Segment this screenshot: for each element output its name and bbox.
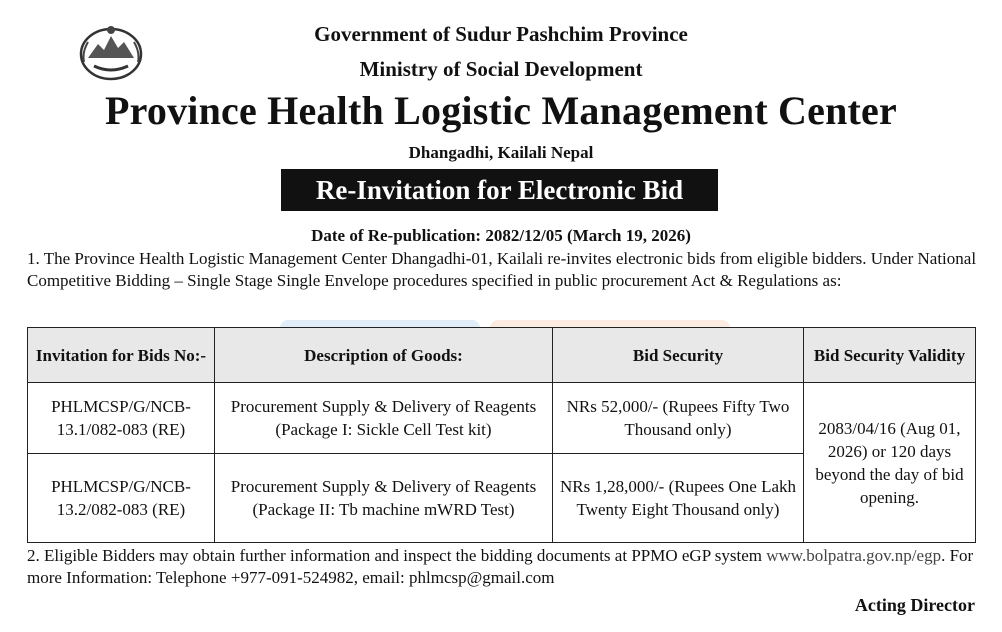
ministry-name: Ministry of Social Development: [359, 57, 643, 81]
bid-no-cell: PHLMCSP/G/NCB-13.1/082-083 (RE): [28, 383, 215, 454]
invitation-paragraph: 1. The Province Health Logistic Management Center Dhangadhi-01, Kailali re-invites electronic bids from eligible bidders. Under National Competitive Bidding – Single Stage Single Envelope procedures specified in public procurement Act & Regulations as:: [27, 249, 977, 290]
government-name: Government of Sudur Pashchim Province: [314, 22, 688, 46]
contact-info: . For more Information: Telephone +977-091-524982, email: phlmcsp@gmail.com: [27, 546, 974, 587]
notice-title-banner: Re-Invitation for Electronic Bid: [281, 169, 718, 211]
center-address: Dhangadhi, Kailali Nepal: [408, 143, 594, 162]
bolpatra-link[interactable]: www.bolpatra.gov.np/egp: [766, 546, 942, 565]
validity-cell: 2083/04/16 (Aug 01, 2026) or 120 days beyond the day of bid opening.: [804, 383, 976, 543]
header-bid-no: Invitation for Bids No:-: [28, 328, 215, 383]
bid-no-cell: PHLMCSP/G/NCB-13.2/082-083 (RE): [28, 454, 215, 543]
center-name: Province Health Logistic Management Center: [105, 88, 897, 133]
header-bid-security: Bid Security: [553, 328, 804, 383]
header-validity: Bid Security Validity: [804, 328, 976, 383]
description-cell: Procurement Supply & Delivery of Reagents (Package I: Sickle Cell Test kit): [215, 383, 553, 454]
republication-date: Date of Re-publication: 2082/12/05 (March 19, 2026): [311, 226, 691, 245]
bids-table: [27, 327, 976, 543]
header-description: Description of Goods:: [215, 328, 553, 383]
security-cell: NRs 52,000/- (Rupees Fifty Two Thousand only): [553, 383, 804, 454]
signatory-title: Acting Director: [854, 595, 975, 615]
information-paragraph: [27, 545, 977, 589]
table-header-row: [28, 328, 976, 383]
information-lead: 2. Eligible Bidders may obtain further information and inspect the bidding documents at PPMO eGP system: [27, 546, 767, 565]
description-cell: Procurement Supply & Delivery of Reagents (Package II: Tb machine mWRD Test): [215, 454, 553, 543]
security-cell: NRs 1,28,000/- (Rupees One Lakh Twenty Eight Thousand only): [553, 454, 804, 543]
table-row: [28, 383, 976, 454]
